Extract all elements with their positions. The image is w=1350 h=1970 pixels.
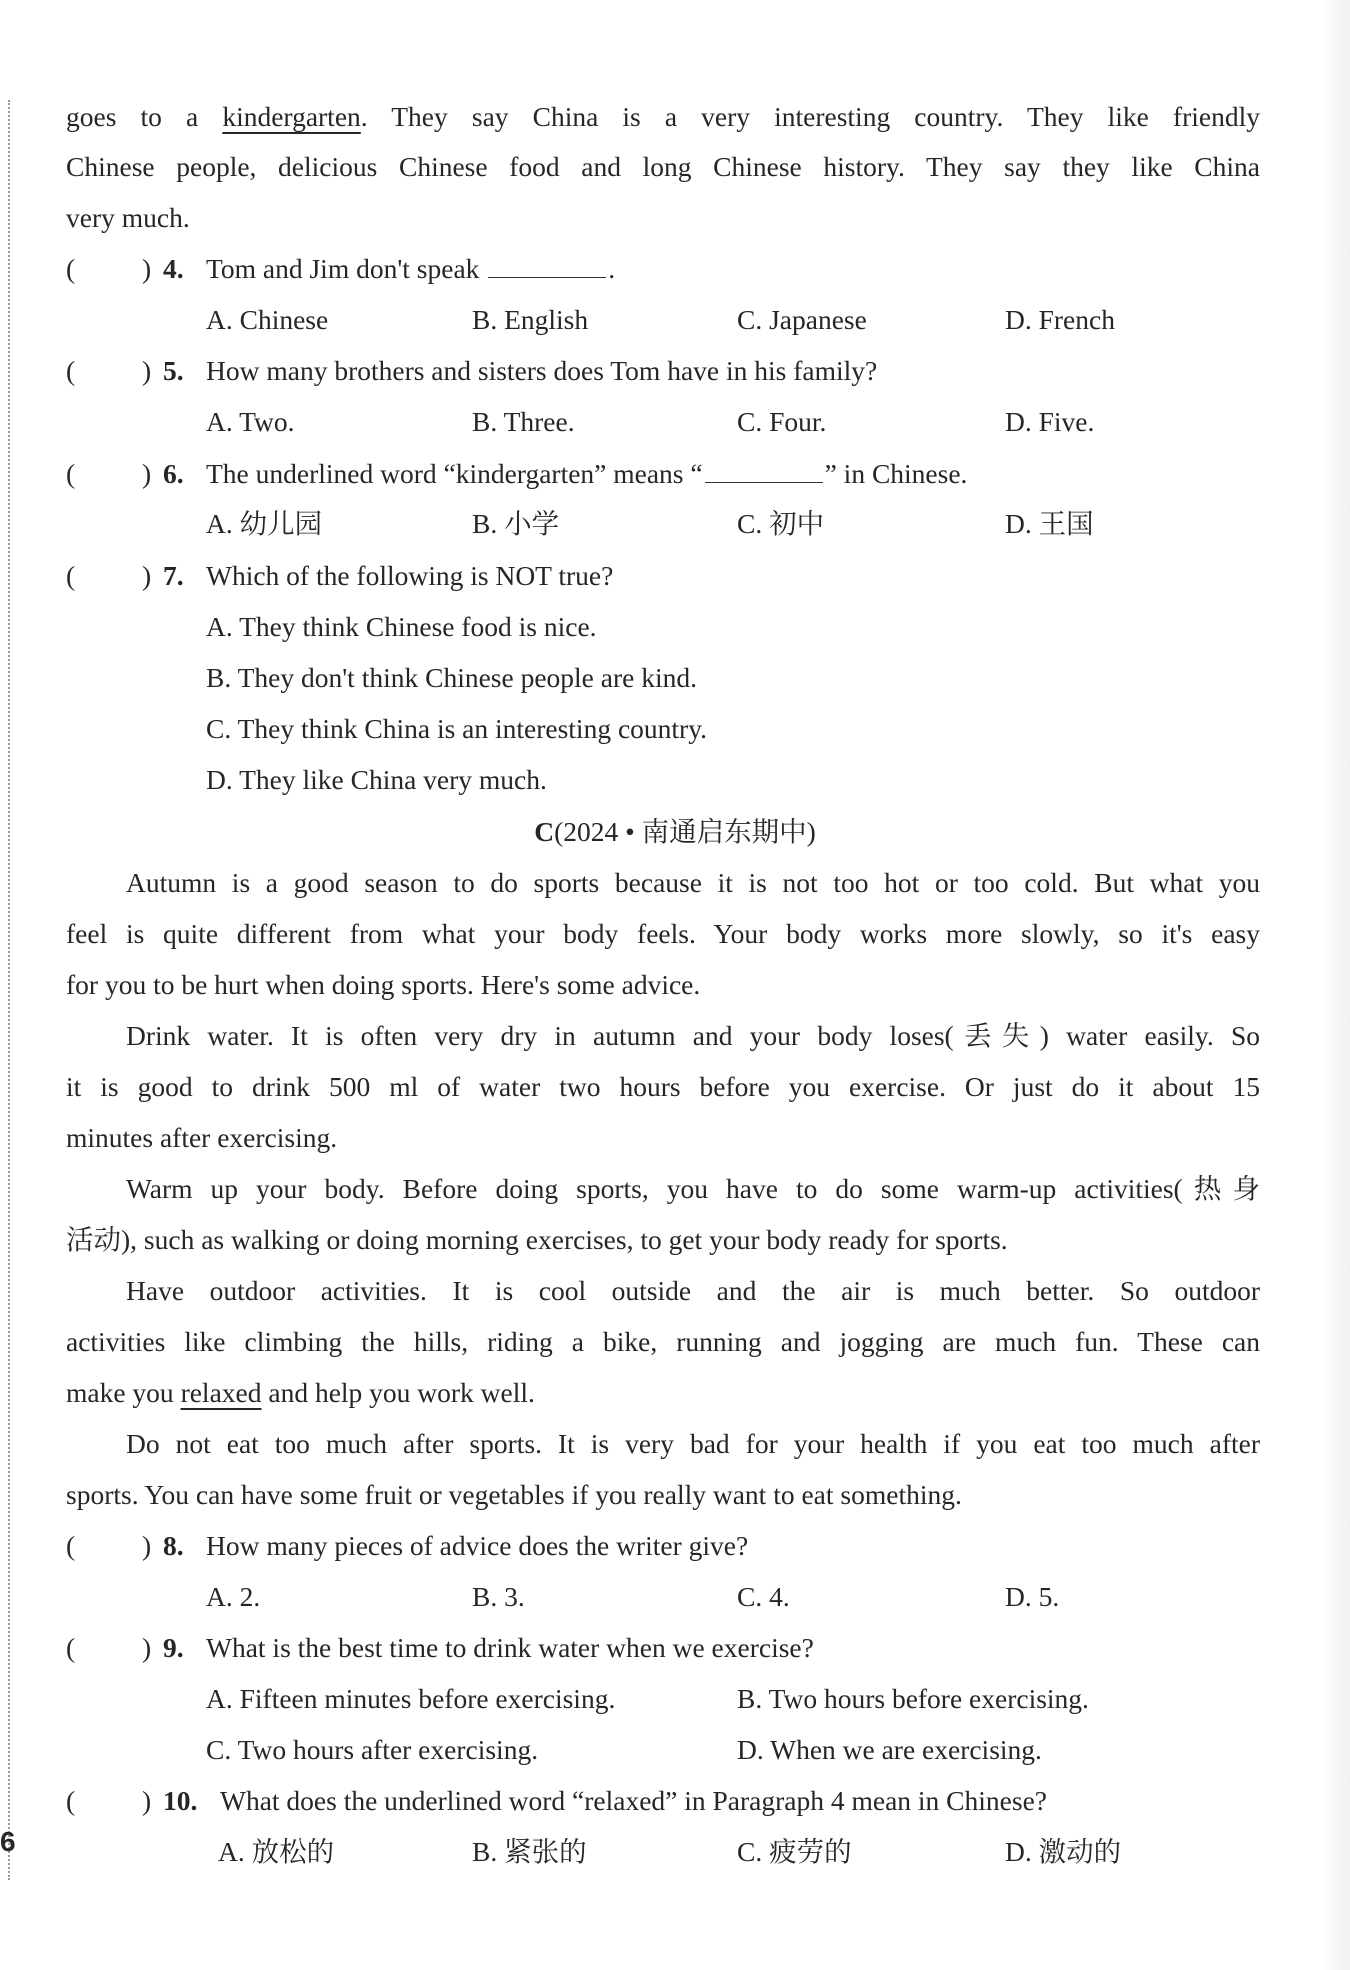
question-text: What is the best time to drink water when we exercise?	[206, 1632, 814, 1663]
answer-paren-close: )	[142, 1785, 152, 1816]
option-b: B. They don't think Chinese people are kind.	[206, 662, 697, 693]
paragraph-1-line-3: for you to be hurt when doing sports. Here's some advice.	[66, 969, 701, 1000]
question-number: 5.	[163, 355, 184, 386]
option-d: D. French	[1005, 304, 1115, 335]
answer-paren-close: )	[142, 253, 152, 284]
option-c: C. Japanese	[737, 304, 867, 335]
answer-paren-open: (	[66, 1632, 76, 1663]
option-b: B. 紧张的	[472, 1836, 587, 1867]
option-d: D. They like China very much.	[206, 764, 547, 795]
answer-paren-open: (	[66, 1530, 76, 1561]
option-a: A. Fifteen minutes before exercising.	[206, 1683, 616, 1714]
option-c: C. Four.	[737, 406, 827, 437]
page-number: 6	[0, 1826, 16, 1857]
answer-paren-open: (	[66, 458, 76, 489]
question-number: 10.	[163, 1785, 198, 1816]
question-text: Tom and Jim don't speak .	[206, 253, 616, 284]
option-a: A. Two.	[206, 406, 295, 437]
paragraph-5-line-2: sports. You can have some fruit or vegetables if you really want to eat something.	[66, 1479, 962, 1510]
question-number: 6.	[163, 458, 184, 489]
answer-blank[interactable]	[705, 460, 823, 483]
paragraph-3-line-1: Warm up your body. Before doing sports, you have to do some warm-up activities(热身	[126, 1173, 1260, 1204]
option-c: C. 疲劳的	[737, 1836, 852, 1867]
option-b: B. 3.	[472, 1581, 525, 1612]
option-d: D. 激动的	[1005, 1836, 1122, 1867]
option-b: B. 小学	[472, 508, 560, 539]
option-a: A. 幼儿园	[206, 508, 323, 539]
passage-b-line-2: Chinese people, delicious Chinese food and long Chinese history. They say they like China	[66, 151, 1260, 182]
paragraph-3-line-2: 活动), such as walking or doing morning exercises, to get your body ready for sports.	[66, 1224, 1008, 1255]
question-number: 7.	[163, 560, 184, 591]
answer-paren-close: )	[142, 1530, 152, 1561]
answer-paren-close: )	[142, 560, 152, 591]
margin-dotted-line	[8, 100, 10, 1880]
option-a: A. 2.	[206, 1581, 261, 1612]
paragraph-4-line-1: Have outdoor activities. It is cool outside and the air is much better. So outdoor	[126, 1275, 1260, 1306]
answer-paren-close: )	[142, 355, 152, 386]
paragraph-5-line-1: Do not eat too much after sports. It is very bad for your health if you eat too much after	[126, 1428, 1260, 1459]
answer-paren-open: (	[66, 253, 76, 284]
option-c: C. They think China is an interesting country.	[206, 713, 708, 744]
answer-paren-open: (	[66, 1785, 76, 1816]
option-c: C. 初中	[737, 508, 825, 539]
question-text: How many brothers and sisters does Tom have in his family?	[206, 355, 878, 386]
option-b: B. Three.	[472, 406, 575, 437]
question-text: Which of the following is NOT true?	[206, 560, 614, 591]
answer-paren-close: )	[142, 458, 152, 489]
passage-b-line-1: goes to a kindergarten. They say China is a very interesting country. They like friendly	[66, 101, 1260, 132]
answer-paren-open: (	[66, 355, 76, 386]
underlined-word-kindergarten: kindergarten	[222, 101, 361, 132]
underlined-word-relaxed: relaxed	[180, 1377, 262, 1408]
passage-b-line-3: very much.	[66, 202, 190, 233]
option-a: A. 放松的	[218, 1836, 335, 1867]
paragraph-4-line-3: make you relaxed and help you work well.	[66, 1377, 535, 1408]
question-text: What does the underlined word “relaxed” in Paragraph 4 mean in Chinese?	[220, 1785, 1047, 1816]
paragraph-2-line-1: Drink water. It is often very dry in autumn and your body loses(丢失) water easily. So	[126, 1020, 1260, 1051]
option-d: D. When we are exercising.	[737, 1734, 1042, 1765]
answer-paren-open: (	[66, 560, 76, 591]
paragraph-1-line-2: feel is quite different from what your body feels. Your body works more slowly, so it's easy	[66, 918, 1260, 949]
option-c: C. Two hours after exercising.	[206, 1734, 539, 1765]
question-number: 8.	[163, 1530, 184, 1561]
section-c-heading: C(2024 • 南通启东期中)	[534, 816, 816, 847]
question-text: How many pieces of advice does the writer give?	[206, 1530, 749, 1561]
option-c: C. 4.	[737, 1581, 790, 1612]
question-text: The underlined word “kindergarten” means “ ” in Chinese.	[206, 458, 968, 489]
option-d: D. Five.	[1005, 406, 1095, 437]
option-d: D. 5.	[1005, 1581, 1060, 1612]
paragraph-2-line-2: it is good to drink 500 ml of water two hours before you exercise. Or just do it about 15	[66, 1071, 1260, 1102]
question-number: 9.	[163, 1632, 184, 1663]
page-edge-shadow	[1320, 0, 1350, 1970]
paragraph-4-line-2: activities like climbing the hills, riding a bike, running and jogging are much fun. These can	[66, 1326, 1260, 1357]
option-a: A. Chinese	[206, 304, 329, 335]
answer-blank[interactable]	[488, 255, 606, 278]
option-b: B. English	[472, 304, 589, 335]
answer-paren-close: )	[142, 1632, 152, 1663]
paragraph-1-line-1: Autumn is a good season to do sports because it is not too hot or too cold. But what you	[126, 867, 1260, 898]
option-a: A. They think Chinese food is nice.	[206, 611, 597, 642]
option-d: D. 王国	[1005, 508, 1094, 539]
question-number: 4.	[163, 253, 184, 284]
option-b: B. Two hours before exercising.	[737, 1683, 1089, 1714]
paragraph-2-line-3: minutes after exercising.	[66, 1122, 338, 1153]
